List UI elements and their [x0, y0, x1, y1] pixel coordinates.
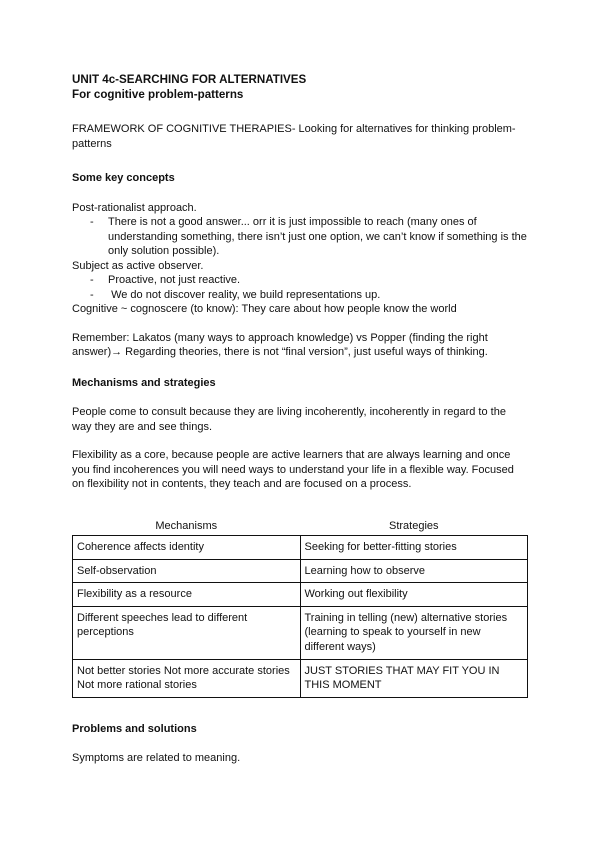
table-cell: Training in telling (new) alternative stories (learning to speak to yourself in new different ways)	[300, 606, 528, 659]
table-cell: JUST STORIES THAT MAY FIT YOU IN THIS MOMENT	[300, 659, 528, 697]
table-cell: Working out flexibility	[300, 583, 528, 607]
table-cell: Seeking for better-fitting stories	[300, 536, 528, 560]
table-row	[73, 536, 528, 560]
document-title: UNIT 4c-SEARCHING FOR ALTERNATIVES	[72, 73, 307, 86]
subject-list	[72, 273, 528, 302]
framework-paragraph: FRAMEWORK OF COGNITIVE THERAPIES- Looking for alternatives for thinking problem-patterns	[72, 123, 516, 150]
document-subtitle: For cognitive problem-patterns	[72, 88, 244, 101]
table-row	[73, 606, 528, 659]
table-row	[73, 559, 528, 583]
table-row	[73, 659, 528, 697]
list-item: - We do not discover reality, we build representations up.	[108, 288, 528, 303]
mechanisms-strategies-table	[72, 516, 528, 698]
list-item: - There is not a good answer... orr it is just impossible to reach (many ones of understanding something, there isn’t just one option, we can’t know if something is the only solution possible).	[108, 215, 528, 259]
table-row	[73, 583, 528, 607]
problems-paragraph: Symptoms are related to meaning.	[72, 752, 241, 764]
table-cell: Coherence affects identity	[73, 536, 301, 560]
document-page	[72, 72, 528, 766]
table-cell: Different speeches lead to different perceptions	[73, 606, 301, 659]
table-header-mechanisms: Mechanisms	[73, 516, 301, 536]
post-rationalist-list	[72, 215, 528, 259]
key-concepts-heading: Some key concepts	[72, 172, 175, 184]
table-header-row	[73, 516, 528, 536]
mechanisms-paragraph-2: Flexibility as a core, because people are active learners that are always learning and once you find incoherences you will need ways to understand your life in a flexible way. Focused on flexibility not in contents, they teach and are focused on a process.	[72, 449, 514, 490]
table-cell: Self-observation	[73, 559, 301, 583]
table-cell: Learning how to observe	[300, 559, 528, 583]
problems-heading: Problems and solutions	[72, 722, 197, 735]
post-rationalist-line: Post-rationalist approach.	[72, 201, 197, 214]
cognitive-line: Cognitive ~ cognoscere (to know): They care about how people know the world	[72, 303, 457, 315]
table-cell: Not better stories Not more accurate stories Not more rational stories	[73, 659, 301, 697]
table-header-strategies: Strategies	[300, 516, 528, 536]
mechanisms-heading: Mechanisms and strategies	[72, 376, 216, 389]
table-cell: Flexibility as a resource	[73, 583, 301, 607]
remember-paragraph: Remember: Lakatos (many ways to approach knowledge) vs Popper (finding the right answer)→ Regarding theories, there is not “final version”, just useful ways of thinking.	[72, 331, 488, 358]
list-item: - Proactive, not just reactive.	[108, 273, 528, 288]
mechanisms-paragraph-1: People come to consult because they are living incoherently, incoherently in regard to the way they are and see things.	[72, 406, 506, 433]
subject-line: Subject as active observer.	[72, 259, 204, 272]
